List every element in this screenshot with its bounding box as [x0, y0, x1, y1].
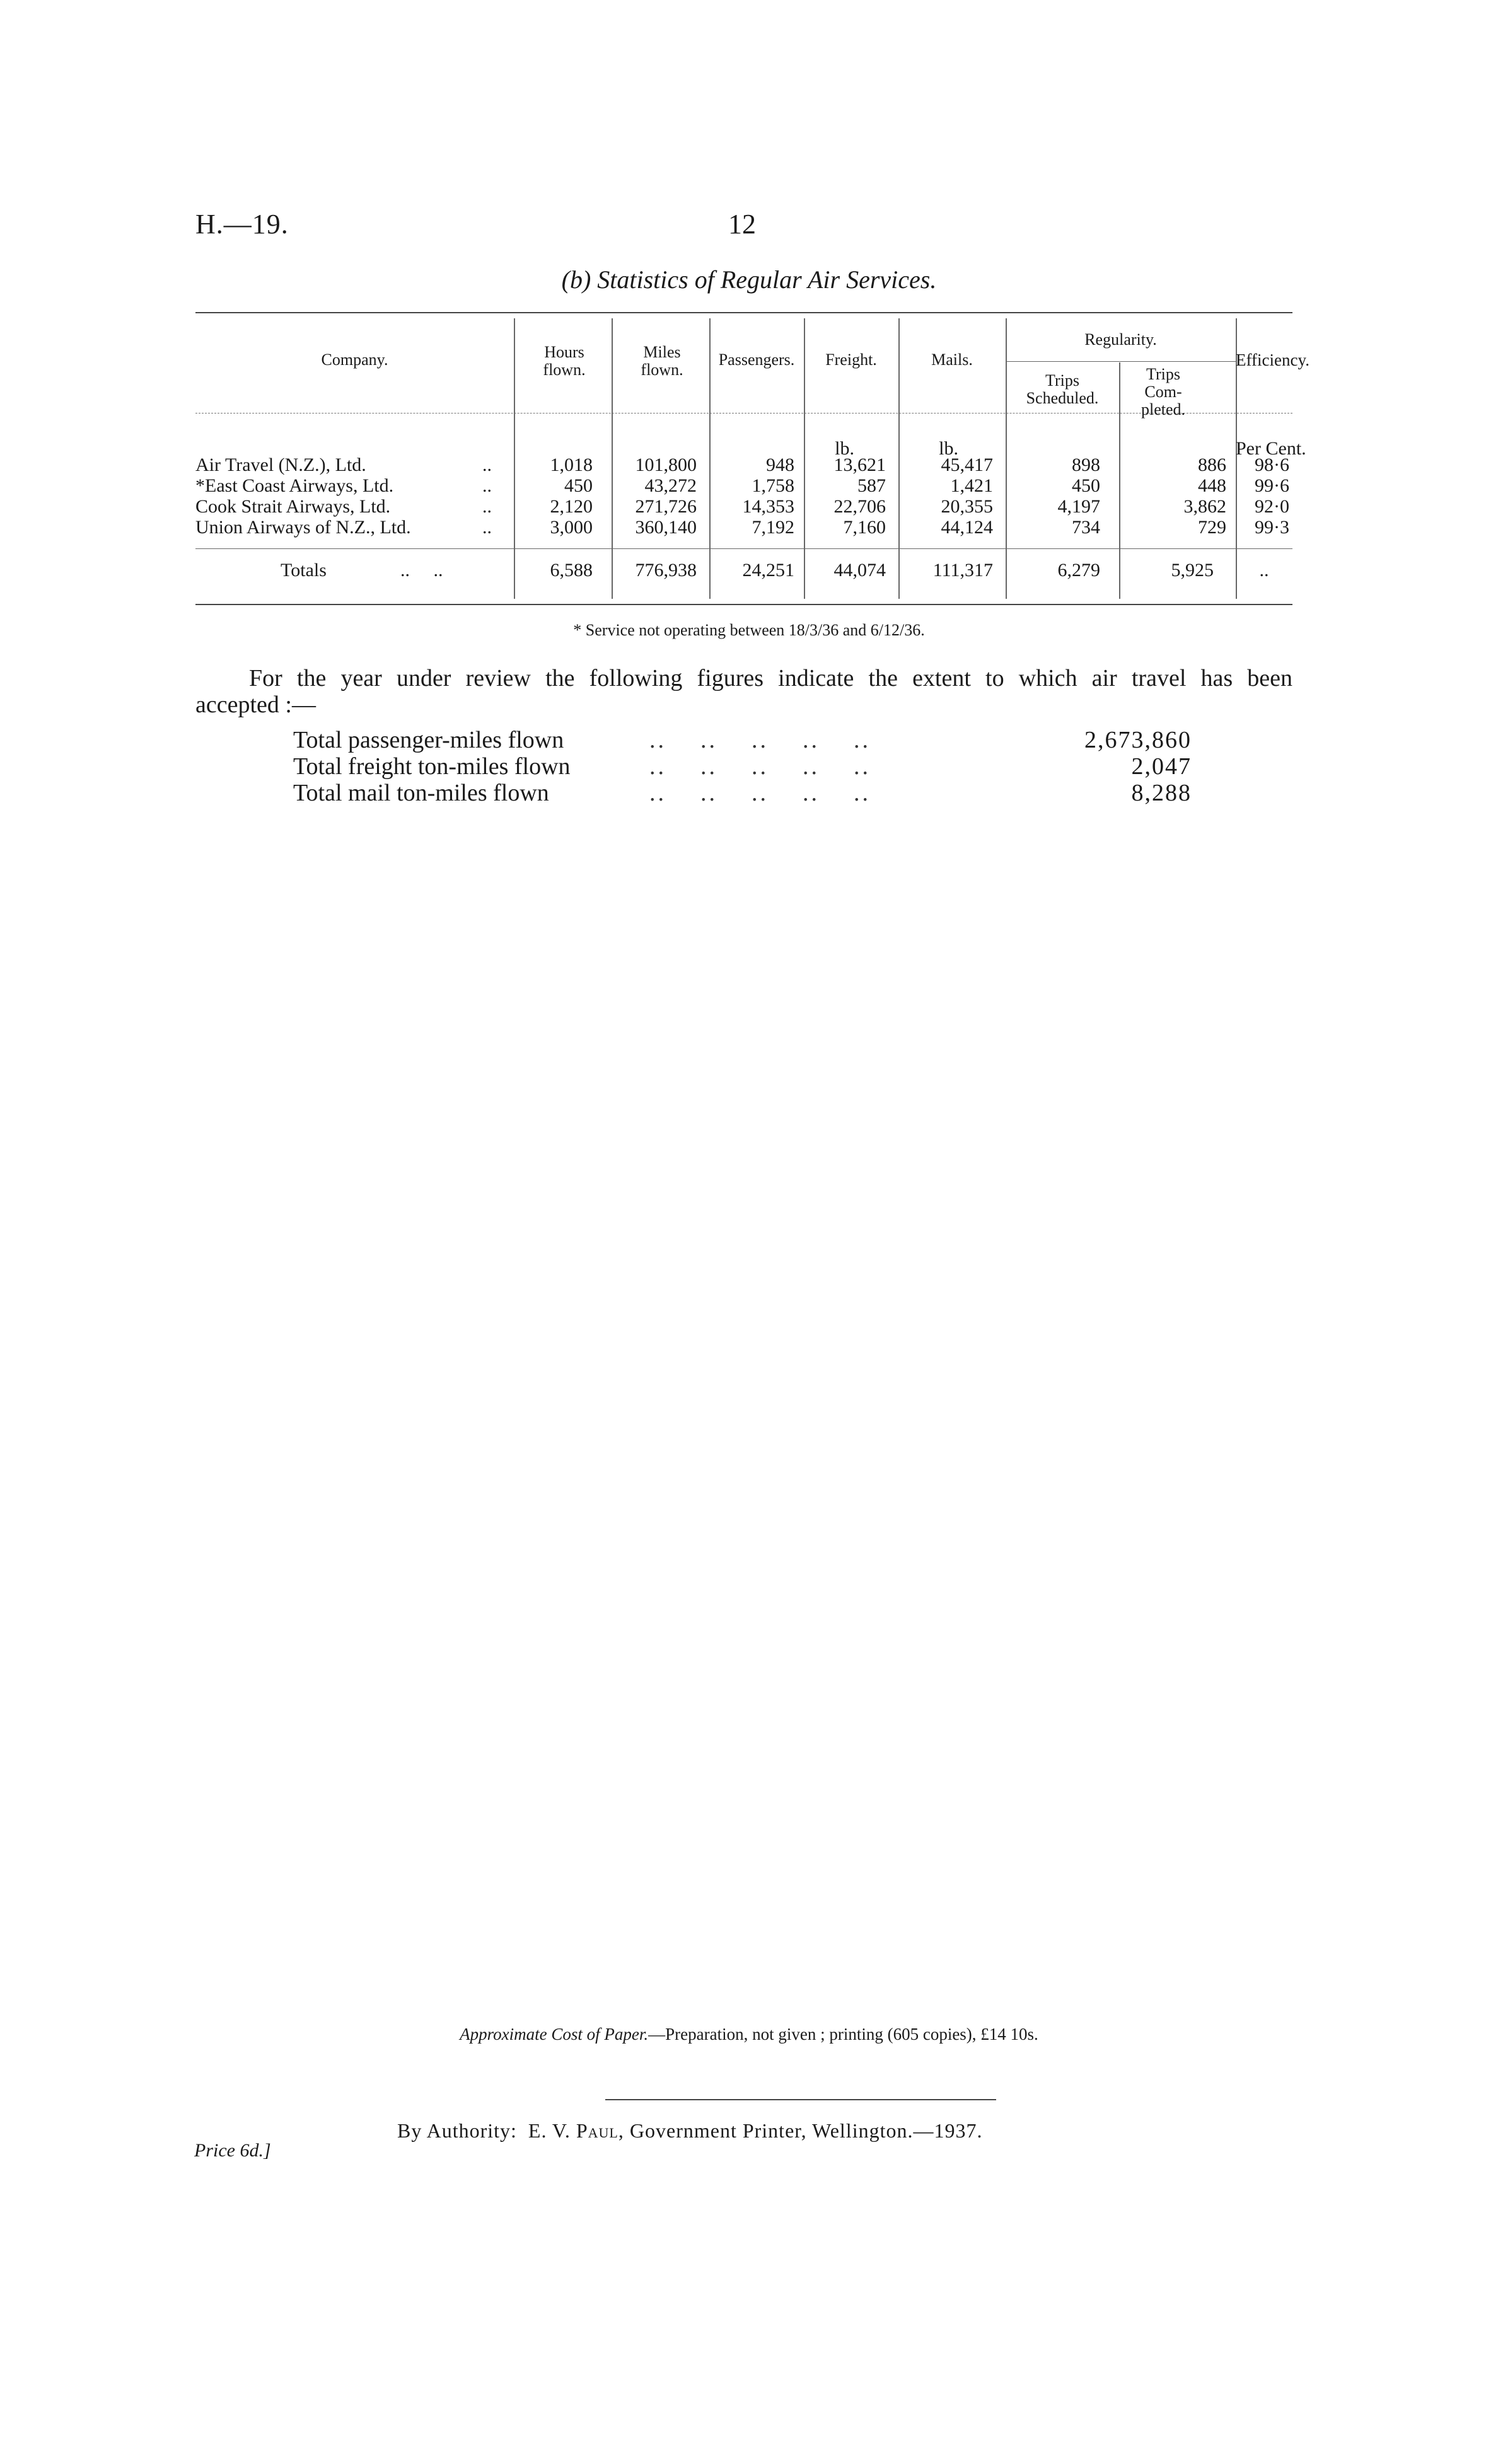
leader-dots: .. .. — [400, 560, 443, 581]
mails-value: 1,421 — [950, 475, 993, 496]
price-note: Price 6d.] — [194, 2140, 271, 2161]
paragraph-line-1: For the year under review the following figures indicate the extent to which air travel has been — [249, 665, 1292, 691]
totals-trips-scheduled: 6,279 — [1057, 560, 1100, 581]
totals-mails: 111,317 — [932, 560, 993, 581]
miles-value: 360,140 — [635, 517, 697, 538]
leader-dots: .. — [482, 454, 492, 475]
company-name: *East Coast Airways, Ltd. — [195, 475, 394, 496]
efficiency-value: 99·3 — [1255, 517, 1289, 538]
trips-scheduled-value: 4,197 — [1057, 496, 1100, 517]
header-passengers: Passengers. — [718, 350, 795, 369]
leader-dots: .. .. .. .. .. — [649, 753, 871, 780]
freight-value: 7,160 — [843, 517, 886, 538]
trips-completed-value: 886 — [1198, 454, 1226, 475]
trips-scheduled-value: 734 — [1072, 517, 1100, 538]
trips-completed-value: 729 — [1198, 517, 1226, 538]
table-title: (b) Statistics of Regular Air Services. — [561, 265, 937, 294]
hours-value: 450 — [564, 475, 593, 496]
paragraph-line-2: accepted :— — [195, 691, 316, 718]
header-regularity: Regularity. — [1084, 330, 1157, 349]
imprint-name: Paul — [576, 2119, 618, 2142]
regularity-divider — [1006, 361, 1236, 362]
summary-value-mail: 8,288 — [1131, 780, 1192, 806]
cost-of-paper-note — [0, 2025, 1498, 2044]
header-mails: Mails. — [931, 350, 973, 369]
unit-efficiency: Per Cent. — [1236, 438, 1306, 459]
passengers-value: 14,353 — [742, 496, 794, 517]
summary-label-passenger: Total passenger-miles flown — [293, 727, 564, 753]
summary-value-freight: 2,047 — [1131, 753, 1192, 780]
trips-scheduled-value: 898 — [1072, 454, 1100, 475]
passengers-value: 7,192 — [752, 517, 794, 538]
table-footnote: * Service not operating between 18/3/36 and 6/12/36. — [573, 621, 925, 639]
document-reference: H.—19. — [195, 209, 289, 240]
totals-trips-completed: 5,925 — [1171, 560, 1214, 581]
header-bottom-rule — [195, 413, 1292, 414]
passengers-value: 948 — [766, 454, 794, 475]
miles-value: 101,800 — [635, 454, 697, 475]
trips-completed-value: 3,862 — [1183, 496, 1226, 517]
printer-imprint — [397, 2119, 982, 2143]
miles-value: 271,726 — [635, 496, 697, 517]
page-number: 12 — [728, 209, 756, 240]
statistics-table — [195, 312, 1309, 611]
mails-value: 45,417 — [941, 454, 993, 475]
trips-completed-value: 448 — [1198, 475, 1226, 496]
leader-dots: .. .. .. .. .. — [649, 780, 871, 806]
totals-label: Totals — [281, 560, 327, 581]
totals-efficiency: .. — [1259, 560, 1269, 581]
header-company: Company. — [321, 350, 388, 369]
efficiency-value: 98·6 — [1255, 454, 1289, 475]
header-miles: Miles flown. — [641, 343, 683, 379]
table-top-rule — [195, 312, 1292, 313]
header-hours: Hours flown. — [543, 343, 586, 379]
totals-freight: 44,074 — [833, 560, 886, 581]
cost-text: —Preparation, not given ; printing (605 copies), £14 10s. — [648, 2025, 1038, 2044]
mails-value: 44,124 — [941, 517, 993, 538]
company-name: Union Airways of N.Z., Ltd. — [195, 517, 411, 538]
table-bottom-rule — [195, 604, 1292, 605]
hours-value: 2,120 — [550, 496, 593, 517]
freight-value: 13,621 — [833, 454, 886, 475]
header-trips-scheduled: Trips Scheduled. — [1026, 371, 1099, 407]
trips-scheduled-value: 450 — [1072, 475, 1100, 496]
leader-dots: .. — [482, 517, 492, 538]
efficiency-value: 92·0 — [1255, 496, 1289, 517]
hours-value: 1,018 — [550, 454, 593, 475]
summary-value-passenger: 2,673,860 — [1084, 727, 1192, 753]
company-name: Cook Strait Airways, Ltd. — [195, 496, 391, 517]
unit-mails: lb. — [939, 438, 958, 459]
mails-value: 20,355 — [941, 496, 993, 517]
summary-paragraph — [195, 665, 1292, 718]
cost-label: Approximate Cost of Paper. — [460, 2025, 649, 2044]
freight-value: 587 — [857, 475, 886, 496]
efficiency-value: 99·6 — [1255, 475, 1289, 496]
unit-freight: lb. — [835, 438, 854, 459]
imprint-suffix: , Government Printer, Wellington.—1937. — [618, 2119, 983, 2142]
passengers-value: 1,758 — [752, 475, 794, 496]
hours-value: 3,000 — [550, 517, 593, 538]
totals-miles: 776,938 — [635, 560, 697, 581]
imprint-prefix: By Authority: E. V. — [397, 2119, 571, 2142]
footer-rule — [605, 2099, 996, 2100]
leader-dots: .. .. .. .. .. — [649, 727, 871, 753]
company-name: Air Travel (N.Z.), Ltd. — [195, 454, 366, 475]
leader-dots: .. — [482, 475, 492, 496]
totals-passengers: 24,251 — [742, 560, 794, 581]
header-efficiency: Efficiency. — [1236, 350, 1309, 369]
leader-dots: .. — [482, 496, 492, 517]
summary-label-mail: Total mail ton-miles flown — [293, 780, 549, 806]
freight-value: 22,706 — [833, 496, 886, 517]
header-freight: Freight. — [825, 350, 877, 369]
summary-label-freight: Total freight ton-miles flown — [293, 753, 571, 780]
totals-rule — [195, 548, 1292, 549]
totals-hours: 6,588 — [550, 560, 593, 581]
header-trips-completed: Trips Com- pleted. — [1141, 365, 1186, 419]
miles-value: 43,272 — [644, 475, 697, 496]
